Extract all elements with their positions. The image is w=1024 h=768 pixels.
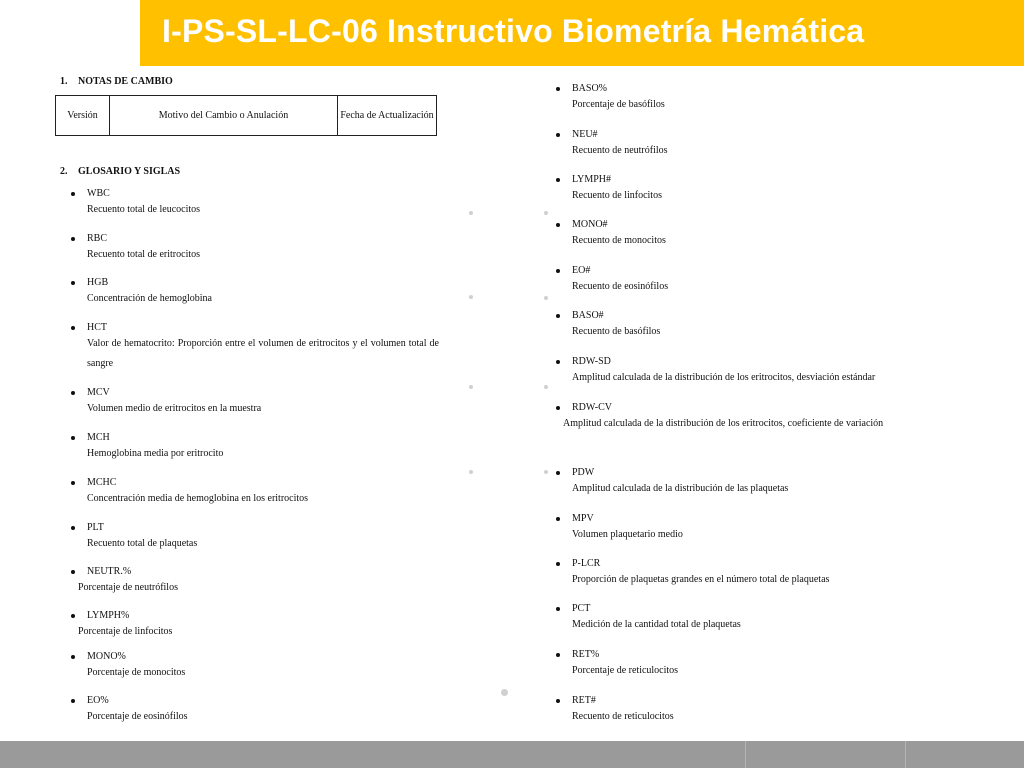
glossary-term: RET# <box>572 695 596 706</box>
footer-divider <box>745 741 746 768</box>
glossary-item <box>572 264 668 297</box>
glossary-item <box>572 173 662 206</box>
glossary-item <box>87 431 223 464</box>
table-header-motivo: Motivo del Cambio o Anulación <box>110 96 338 136</box>
glossary-definition: Porcentaje de eosinófilos <box>87 711 188 722</box>
glossary-definition: Hemoglobina media por eritrocito <box>87 448 224 459</box>
glossary-definition: Porcentaje de reticulocitos <box>572 665 679 676</box>
glossary-item <box>87 476 308 509</box>
glossary-item <box>87 232 200 265</box>
glossary-item <box>87 321 439 374</box>
bullet-icon <box>556 517 560 521</box>
bullet-icon <box>556 653 560 657</box>
glossary-item <box>87 650 185 683</box>
section-glosario-heading <box>60 166 180 177</box>
glossary-definition: Recuento de basófilos <box>572 326 661 337</box>
bullet-icon <box>71 237 75 241</box>
glossary-definition: Recuento de neutrófilos <box>572 145 668 156</box>
bullet-icon <box>71 391 75 395</box>
decorative-dot <box>469 470 473 474</box>
glossary-item <box>572 466 788 499</box>
glossary-item <box>87 694 188 727</box>
glossary-item <box>572 557 829 590</box>
bullet-icon <box>71 526 75 530</box>
glossary-term: WBC <box>87 188 110 199</box>
bullet-icon <box>556 133 560 137</box>
bullet-icon <box>556 223 560 227</box>
bullet-icon <box>71 614 75 618</box>
bullet-icon <box>71 699 75 703</box>
decorative-dot <box>469 211 473 215</box>
glossary-term: HCT <box>87 322 107 333</box>
glossary-term: RET% <box>572 649 600 660</box>
glossary-term: EO% <box>87 695 109 706</box>
glossary-definition: Recuento total de plaquetas <box>87 538 198 549</box>
bullet-icon <box>71 570 75 574</box>
glossary-item <box>87 276 212 309</box>
bullet-icon <box>556 406 560 410</box>
glossary-term: MCH <box>87 432 110 443</box>
footer-divider <box>905 741 906 768</box>
glossary-item <box>87 386 261 419</box>
glossary-term: PDW <box>572 467 595 478</box>
section-number: 2. <box>60 166 68 177</box>
bullet-icon <box>556 471 560 475</box>
glossary-item <box>572 694 674 727</box>
glossary-item <box>572 648 678 681</box>
glossary-definition: Recuento total de eritrocitos <box>87 249 201 260</box>
title-bar <box>140 0 1024 66</box>
glossary-definition: Medición de la cantidad total de plaquetas <box>572 619 741 630</box>
decorative-dot <box>544 385 548 389</box>
glossary-definition: Concentración de hemoglobina <box>87 293 212 304</box>
bullet-icon <box>71 326 75 330</box>
bullet-icon <box>556 314 560 318</box>
glossary-definition: Amplitud calculada de la distribución de los eritrocitos, desviación estándar <box>572 372 876 383</box>
glossary-term: RDW-CV <box>572 402 612 413</box>
glossary-definition: Concentración media de hemoglobina en los eritrocitos <box>87 493 309 504</box>
glossary-definition: Porcentaje de linfocitos <box>78 626 173 637</box>
glossary-definition: Recuento de monocitos <box>572 235 666 246</box>
change-notes-table <box>55 95 437 136</box>
bullet-icon <box>556 269 560 273</box>
glossary-term: MCHC <box>87 477 117 488</box>
glossary-term: RBC <box>87 233 108 244</box>
bullet-icon <box>71 192 75 196</box>
glossary-item <box>572 128 668 161</box>
glossary-term: LYMPH# <box>572 174 612 185</box>
glossary-item <box>572 82 665 115</box>
decorative-dot <box>469 385 473 389</box>
bullet-icon <box>71 436 75 440</box>
section-number: 1. <box>60 76 68 87</box>
glossary-definition: Amplitud calculada de la distribución de las plaquetas <box>572 483 789 494</box>
glossary-term: EO# <box>572 265 591 276</box>
glossary-definition: Porcentaje de neutrófilos <box>78 582 178 593</box>
decorative-dot <box>544 470 548 474</box>
glossary-item <box>572 602 741 635</box>
glossary-definition: Recuento de reticulocitos <box>572 711 674 722</box>
bullet-icon <box>71 281 75 285</box>
glossary-item <box>572 512 683 545</box>
bullet-icon <box>556 699 560 703</box>
glossary-definition: Porcentaje de basófilos <box>572 99 665 110</box>
bullet-icon <box>71 481 75 485</box>
glossary-item <box>572 309 660 342</box>
glossary-definition: Recuento de linfocitos <box>572 190 662 201</box>
decorative-dot <box>544 211 548 215</box>
glossary-term: MPV <box>572 513 594 524</box>
glossary-term: PCT <box>572 603 591 614</box>
page-title: I-PS-SL-LC-06 Instructivo Biometría Hemática <box>162 13 865 49</box>
glossary-term: P-LCR <box>572 558 601 569</box>
glossary-item <box>563 401 929 434</box>
bullet-icon <box>556 87 560 91</box>
glossary-term: PLT <box>87 522 104 533</box>
table-header-version: Versión <box>56 96 110 136</box>
glossary-definition: Recuento de eosinófilos <box>572 281 669 292</box>
table-header-fecha: Fecha de Actualización <box>337 96 436 136</box>
decorative-dot <box>544 296 548 300</box>
glossary-definition: Volumen medio de eritrocitos en la muestra <box>87 403 262 414</box>
glossary-term: NEUTR.% <box>87 566 132 577</box>
glossary-item <box>572 355 875 388</box>
glossary-definition: Porcentaje de monocitos <box>87 667 186 678</box>
decorative-dot <box>501 689 508 696</box>
glossary-term: HGB <box>87 277 109 288</box>
bullet-icon <box>71 655 75 659</box>
glossary-term: LYMPH% <box>87 610 130 621</box>
glossary-term: MCV <box>87 387 110 398</box>
bullet-icon <box>556 562 560 566</box>
glossary-term: MONO# <box>572 219 608 230</box>
glossary-item <box>78 609 173 642</box>
section-title: GLOSARIO Y SIGLAS <box>78 166 181 177</box>
glossary-item <box>78 565 178 598</box>
glossary-definition: Proporción de plaquetas grandes en el número total de plaquetas <box>572 574 830 585</box>
glossary-term: BASO# <box>572 310 604 321</box>
bullet-icon <box>556 360 560 364</box>
bullet-icon <box>556 607 560 611</box>
section-title: NOTAS DE CAMBIO <box>78 76 173 87</box>
glossary-definition: Valor de hematocrito: Proporción entre el volumen de eritrocitos y el volumen total de sangre <box>87 338 439 369</box>
glossary-term: MONO% <box>87 651 126 662</box>
footer-bar <box>0 741 1024 768</box>
bullet-icon <box>556 178 560 182</box>
glossary-item <box>87 521 197 554</box>
glossary-item <box>572 218 666 251</box>
section-notas-heading <box>60 76 173 87</box>
glossary-item <box>87 187 200 220</box>
glossary-definition: Recuento total de leucocitos <box>87 204 201 215</box>
glossary-definition: Amplitud calculada de la distribución de los eritrocitos, coeficiente de variación <box>563 418 884 429</box>
glossary-definition: Volumen plaquetario medio <box>572 529 683 540</box>
glossary-term: RDW-SD <box>572 356 611 367</box>
glossary-term: BASO% <box>572 83 608 94</box>
glossary-term: NEU# <box>572 129 598 140</box>
decorative-dot <box>469 295 473 299</box>
